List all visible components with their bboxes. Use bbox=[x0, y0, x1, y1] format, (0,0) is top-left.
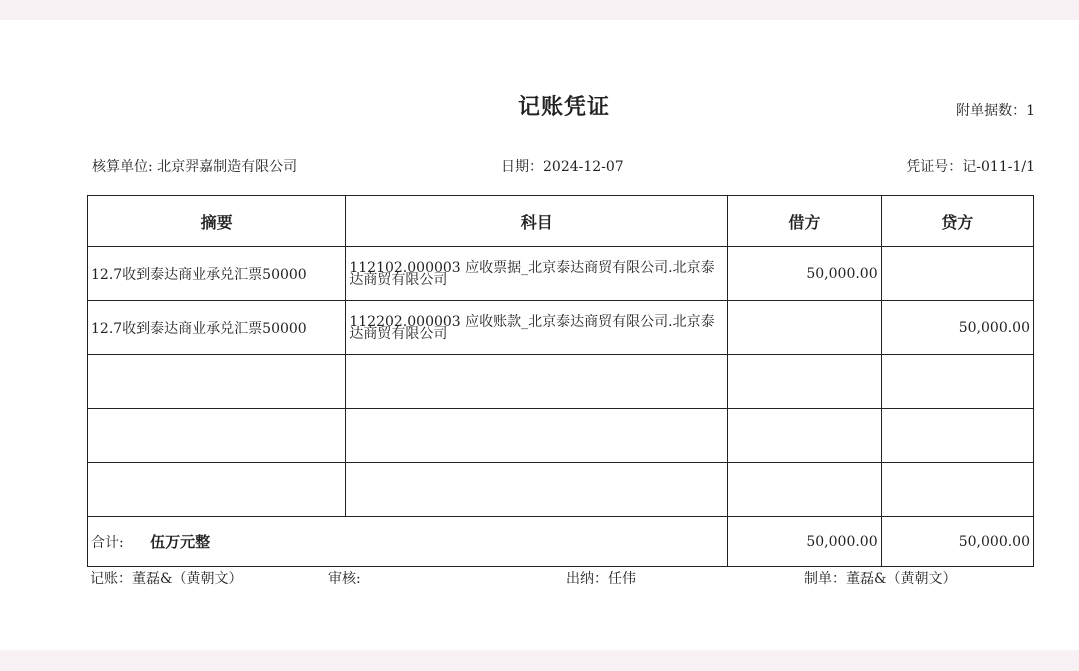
summary-cell: 12.7收到泰达商业承兑汇票50000 bbox=[88, 301, 346, 355]
summary-cell bbox=[88, 463, 346, 517]
total-credit: 50,000.00 bbox=[881, 517, 1033, 567]
credit-cell bbox=[881, 355, 1033, 409]
total-debit: 50,000.00 bbox=[728, 517, 881, 567]
subject-cell: 112102.000003 应收票据_北京泰达商贸有限公司.北京泰达商贸有限公司 bbox=[346, 247, 728, 301]
table-row bbox=[88, 247, 1034, 301]
debit-cell: 50,000.00 bbox=[728, 247, 881, 301]
column-header-credit: 贷方 bbox=[881, 196, 1033, 247]
subject-cell bbox=[346, 409, 728, 463]
attachment-count: 附单据数：1 bbox=[956, 103, 1035, 119]
voucher-date: 日期：2024-12-07 bbox=[501, 159, 624, 175]
credit-cell bbox=[881, 247, 1033, 301]
debit-cell bbox=[728, 301, 881, 355]
subject-cell bbox=[346, 355, 728, 409]
credit-cell: 50,000.00 bbox=[881, 301, 1033, 355]
preparer-signature: 制单：董磊&（黄朝文） bbox=[804, 571, 957, 587]
table-row bbox=[88, 409, 1034, 463]
summary-cell: 12.7收到泰达商业承兑汇票50000 bbox=[88, 247, 346, 301]
table-row bbox=[88, 355, 1034, 409]
summary-cell bbox=[88, 409, 346, 463]
table-row bbox=[88, 463, 1034, 517]
total-cell bbox=[88, 517, 728, 567]
total-row bbox=[88, 517, 1034, 567]
credit-cell bbox=[881, 463, 1033, 517]
subject-cell bbox=[346, 463, 728, 517]
total-amount-in-words: 伍万元整 bbox=[150, 533, 211, 551]
column-header-subject: 科目 bbox=[346, 196, 728, 247]
accounting-unit: 核算单位: 北京羿嘉制造有限公司 bbox=[92, 159, 298, 175]
bookkeeper-signature: 记账：董磊&（黄朝文） bbox=[90, 571, 243, 587]
voucher-page bbox=[0, 20, 1079, 650]
table-row bbox=[88, 301, 1034, 355]
table-header-row bbox=[88, 196, 1034, 247]
debit-cell bbox=[728, 409, 881, 463]
cashier-signature: 出纳：任伟 bbox=[566, 571, 636, 587]
voucher-table bbox=[87, 195, 1034, 567]
voucher-number: 凭证号：记-011-1/1 bbox=[906, 159, 1035, 175]
summary-cell bbox=[88, 355, 346, 409]
column-header-summary: 摘要 bbox=[88, 196, 346, 247]
voucher-title: 记账凭证 bbox=[517, 94, 610, 120]
debit-cell bbox=[728, 355, 881, 409]
column-header-debit: 借方 bbox=[728, 196, 881, 247]
total-label: 合计: bbox=[91, 535, 124, 551]
debit-cell bbox=[728, 463, 881, 517]
credit-cell bbox=[881, 409, 1033, 463]
subject-cell: 112202.000003 应收账款_北京泰达商贸有限公司.北京泰达商贸有限公司 bbox=[346, 301, 728, 355]
reviewer-signature: 审核: bbox=[328, 571, 361, 587]
